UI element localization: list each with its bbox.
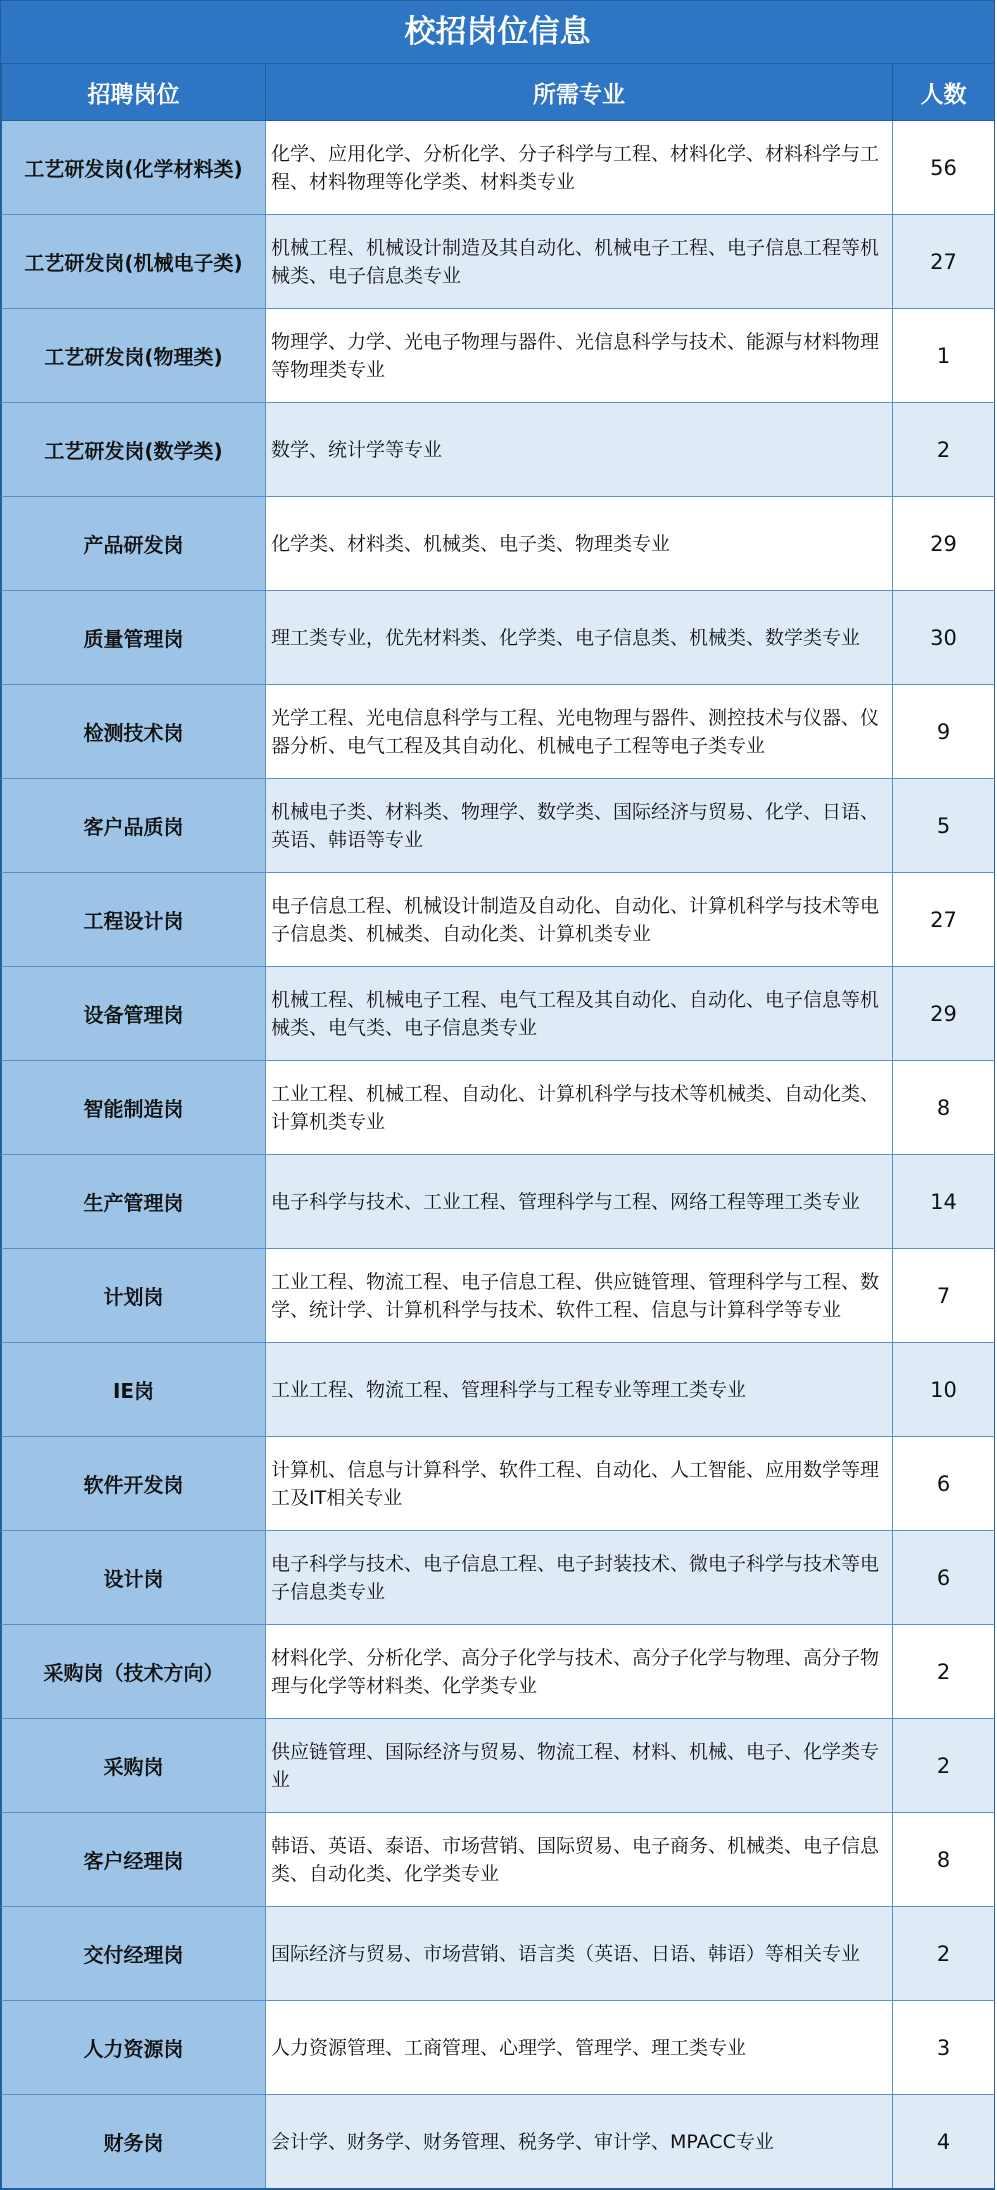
position-cell: 交付经理岗 [2,1907,266,2001]
majors-cell: 机械电子类、材料类、物理学、数学类、国际经济与贸易、化学、日语、英语、韩语等专业 [266,779,893,873]
table-row [2,2001,995,2095]
headcount-cell: 29 [893,497,995,591]
majors-cell: 韩语、英语、泰语、市场营销、国际贸易、电子商务、机械类、电子信息类、自动化类、化学类专业 [266,1813,893,1907]
majors-cell: 理工类专业，优先材料类、化学类、电子信息类、机械类、数学类专业 [266,591,893,685]
table-row [2,1061,995,1155]
table-row [2,497,995,591]
majors-cell: 国际经济与贸易、市场营销、语言类（英语、日语、韩语）等相关专业 [266,1907,893,2001]
table-row [2,2095,995,2189]
headcount-cell: 6 [893,1437,995,1531]
position-cell: 产品研发岗 [2,497,266,591]
table-row [2,1531,995,1625]
headcount-cell: 7 [893,1249,995,1343]
majors-cell: 工业工程、物流工程、管理科学与工程专业等理工类专业 [266,1343,893,1437]
table-row [2,967,995,1061]
position-cell: 设备管理岗 [2,967,266,1061]
majors-cell: 电子科学与技术、工业工程、管理科学与工程、网络工程等理工类专业 [266,1155,893,1249]
headcount-cell: 6 [893,1531,995,1625]
majors-cell: 机械工程、机械设计制造及其自动化、机械电子工程、电子信息工程等机械类、电子信息类专业 [266,215,893,309]
header-majors: 所需专业 [266,64,893,121]
headcount-cell: 10 [893,1343,995,1437]
headcount-cell: 27 [893,215,995,309]
position-cell: 工艺研发岗(物理类) [2,309,266,403]
headcount-cell: 2 [893,403,995,497]
table-row [2,1343,995,1437]
position-cell: 采购岗 [2,1719,266,1813]
headcount-cell: 3 [893,2001,995,2095]
position-cell: 客户品质岗 [2,779,266,873]
majors-cell: 电子科学与技术、电子信息工程、电子封装技术、微电子科学与技术等电子信息类专业 [266,1531,893,1625]
position-cell: IE岗 [2,1343,266,1437]
position-cell: 客户经理岗 [2,1813,266,1907]
table-body [2,121,995,2189]
position-cell: 软件开发岗 [2,1437,266,1531]
position-cell: 智能制造岗 [2,1061,266,1155]
position-cell: 计划岗 [2,1249,266,1343]
position-cell: 财务岗 [2,2095,266,2189]
majors-cell: 工业工程、物流工程、电子信息工程、供应链管理、管理科学与工程、数学、统计学、计算机科学与技术、软件工程、信息与计算科学等专业 [266,1249,893,1343]
majors-cell: 供应链管理、国际经济与贸易、物流工程、材料、机械、电子、化学类专业 [266,1719,893,1813]
majors-cell: 机械工程、机械电子工程、电气工程及其自动化、自动化、电子信息等机械类、电气类、电子信息类专业 [266,967,893,1061]
headcount-cell: 56 [893,121,995,215]
headcount-cell: 2 [893,1719,995,1813]
table-row [2,1907,995,2001]
table-row [2,591,995,685]
page-title: 校招岗位信息 [1,1,994,64]
majors-cell: 数学、统计学等专业 [266,403,893,497]
table-row [2,403,995,497]
table-row [2,1813,995,1907]
table-row [2,1249,995,1343]
headcount-cell: 2 [893,1625,995,1719]
header-count: 人数 [893,64,995,121]
table-row [2,215,995,309]
table-row [2,1625,995,1719]
headcount-cell: 27 [893,873,995,967]
headcount-cell: 9 [893,685,995,779]
majors-cell: 电子信息工程、机械设计制造及自动化、自动化、计算机科学与技术等电子信息类、机械类、自动化类、计算机类专业 [266,873,893,967]
majors-cell: 化学、应用化学、分析化学、分子科学与工程、材料化学、材料科学与工程、材料物理等化学类、材料类专业 [266,121,893,215]
majors-cell: 物理学、力学、光电子物理与器件、光信息科学与技术、能源与材料物理等物理类专业 [266,309,893,403]
position-cell: 工程设计岗 [2,873,266,967]
table-row [2,1155,995,1249]
table-row [2,121,995,215]
position-cell: 检测技术岗 [2,685,266,779]
headcount-cell: 4 [893,2095,995,2189]
position-cell: 工艺研发岗(化学材料类) [2,121,266,215]
majors-cell: 人力资源管理、工商管理、心理学、管理学、理工类专业 [266,2001,893,2095]
position-cell: 设计岗 [2,1531,266,1625]
headcount-cell: 2 [893,1907,995,2001]
table-row [2,685,995,779]
majors-cell: 材料化学、分析化学、高分子化学与技术、高分子化学与物理、高分子物理与化学等材料类、化学类专业 [266,1625,893,1719]
majors-cell: 光学工程、光电信息科学与工程、光电物理与器件、测控技术与仪器、仪器分析、电气工程及其自动化、机械电子工程等电子类专业 [266,685,893,779]
position-cell: 质量管理岗 [2,591,266,685]
table-row [2,873,995,967]
position-cell: 生产管理岗 [2,1155,266,1249]
position-cell: 工艺研发岗(数学类) [2,403,266,497]
header-position: 招聘岗位 [2,64,266,121]
headcount-cell: 29 [893,967,995,1061]
position-cell: 采购岗（技术方向） [2,1625,266,1719]
table-header-row [2,64,995,121]
headcount-cell: 30 [893,591,995,685]
table-row [2,1437,995,1531]
table-row [2,309,995,403]
position-cell: 工艺研发岗(机械电子类) [2,215,266,309]
position-cell: 人力资源岗 [2,2001,266,2095]
majors-cell: 化学类、材料类、机械类、电子类、物理类专业 [266,497,893,591]
majors-cell: 会计学、财务学、财务管理、税务学、审计学、MPACC专业 [266,2095,893,2189]
majors-cell: 工业工程、机械工程、自动化、计算机科学与技术等机械类、自动化类、计算机类专业 [266,1061,893,1155]
table-row [2,1719,995,1813]
headcount-cell: 1 [893,309,995,403]
headcount-cell: 5 [893,779,995,873]
majors-cell: 计算机、信息与计算科学、软件工程、自动化、人工智能、应用数学等理工及IT相关专业 [266,1437,893,1531]
table-row [2,779,995,873]
headcount-cell: 8 [893,1813,995,1907]
positions-table [1,64,995,2189]
headcount-cell: 8 [893,1061,995,1155]
headcount-cell: 14 [893,1155,995,1249]
